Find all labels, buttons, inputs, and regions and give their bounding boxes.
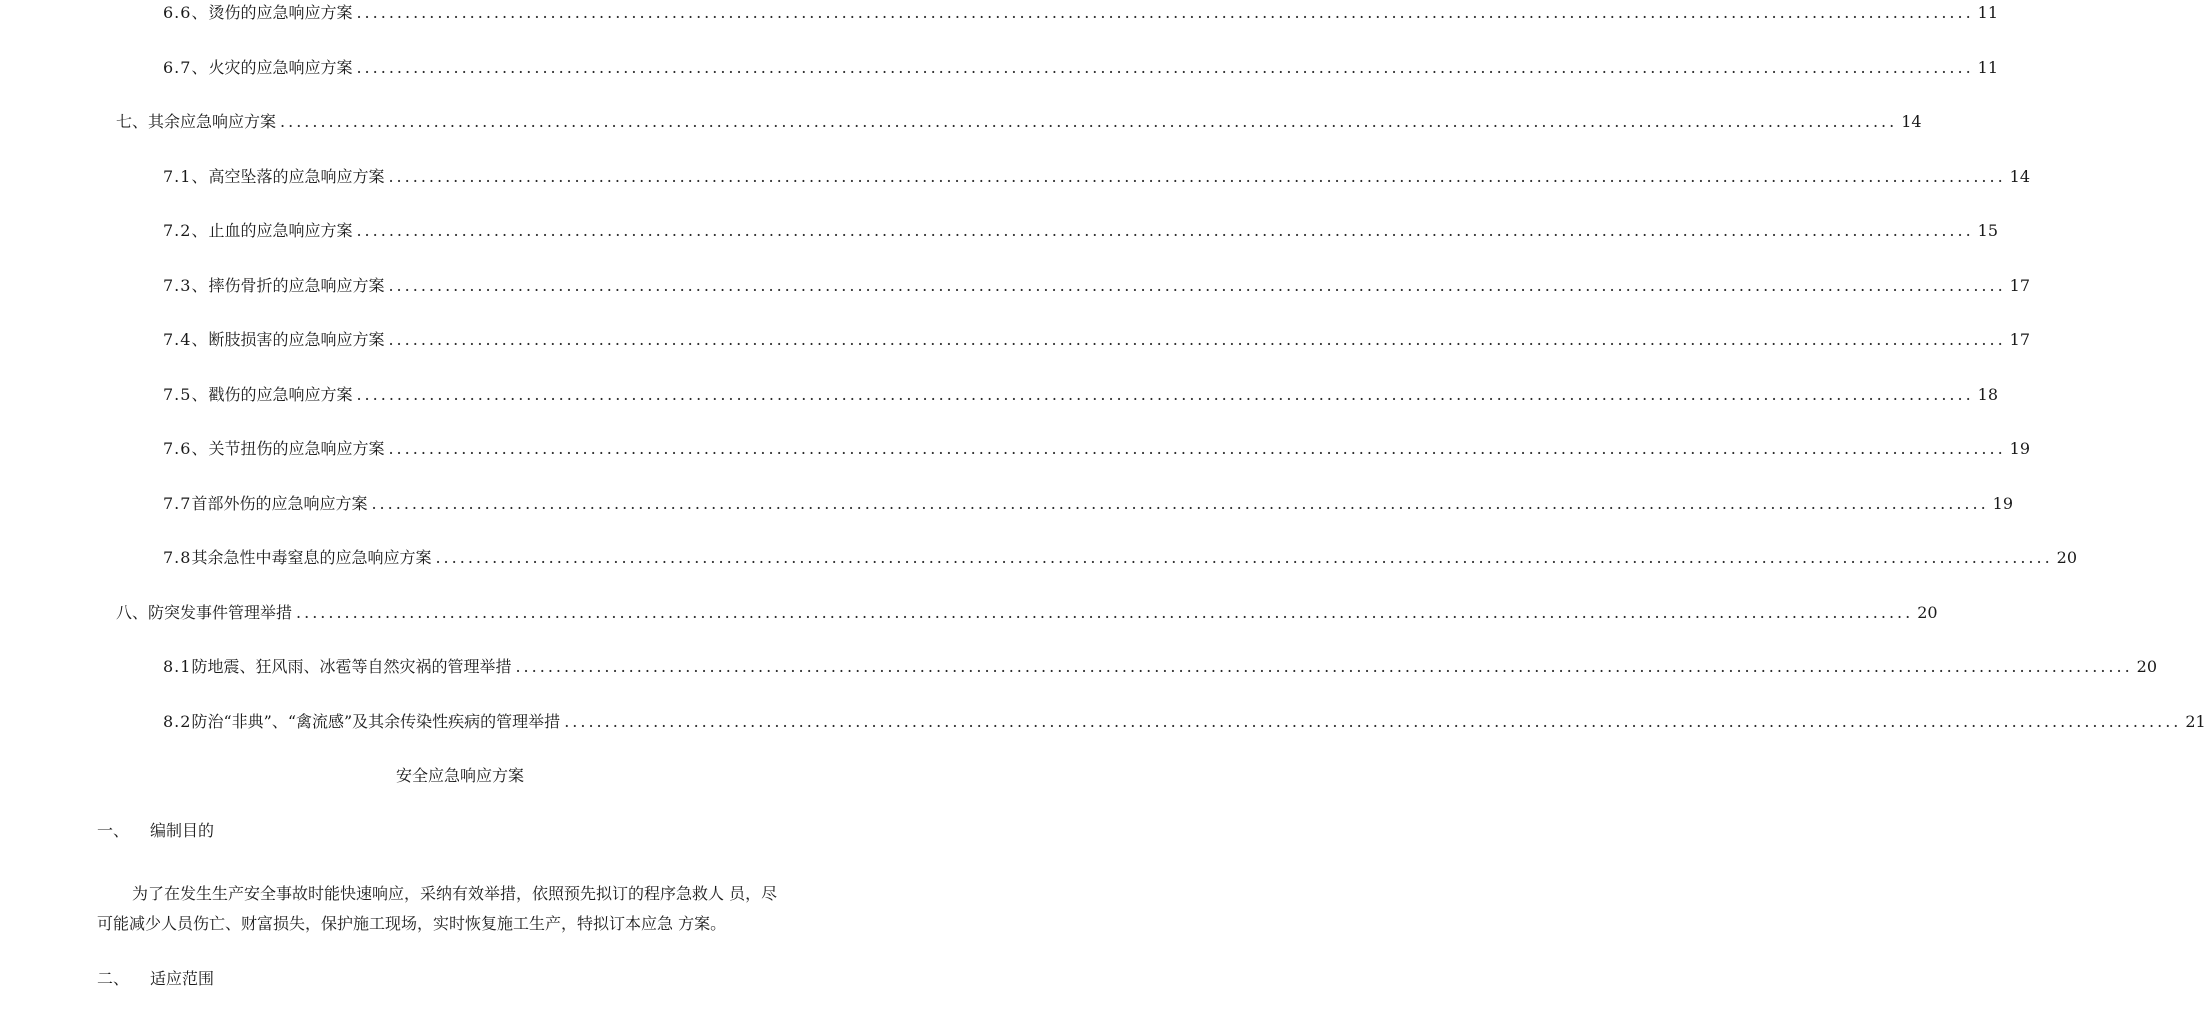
section-title: 适应范围 [150, 969, 215, 988]
toc-page-number: 20 [1917, 602, 1938, 622]
toc-entry[interactable] [163, 329, 2031, 351]
toc-page-number: 14 [1901, 112, 1922, 131]
toc-entry-number: 8.1 [163, 657, 192, 676]
toc-page-number: 15 [1977, 221, 1999, 240]
toc-entry[interactable] [163, 220, 1999, 242]
toc-dot-leader: ........................................................................................................................................................................................................ [515, 657, 2133, 676]
toc-page-number: 17 [2009, 330, 2031, 349]
toc-entry-label: 高空坠落的应急响应方案 [208, 166, 385, 186]
toc-entry-label: 戳伤的应急响应方案 [208, 384, 353, 404]
toc-dot-leader: ........................................................................................................................................................................................................ [388, 166, 2006, 186]
toc-entry-number: 7.7 [163, 493, 192, 513]
toc-page-number: 17 [2009, 275, 2031, 295]
section-title: 编制目的 [150, 821, 215, 840]
section-number: 二、 [97, 969, 130, 988]
toc-page-number: 20 [2056, 548, 2078, 567]
toc-page-number: 19 [2009, 439, 2031, 458]
toc-page-number: 11 [1977, 57, 1999, 77]
toc-entry-number: 7.4、 [163, 330, 209, 349]
toc-dot-leader: ........................................................................................................................................................................................................ [371, 493, 1989, 513]
toc-dot-leader: ........................................................................................................................................................................................................ [280, 112, 1898, 131]
paragraph-line-1: 为了在发生生产安全事故时能快速响应，采纳有效举措，依照预先拟订的程序急救人 员，尽 [132, 884, 778, 903]
toc-page-number: 14 [2009, 166, 2031, 186]
toc-entry-label: 止血的应急响应方案 [208, 221, 353, 240]
toc-dot-leader: ........................................................................................................................................................................................................ [356, 3, 1974, 22]
toc-entry-label: 摔伤骨折的应急响应方案 [208, 275, 385, 295]
toc-dot-leader: ........................................................................................................................................................................................................ [356, 221, 1974, 240]
toc-entry-number: 7.6、 [163, 439, 209, 458]
toc-entry-label: 首部外伤的应急响应方案 [191, 493, 368, 513]
toc-entry[interactable] [163, 547, 2078, 569]
toc-dot-leader: ........................................................................................................................................................................................................ [388, 330, 2006, 349]
toc-dot-leader: ........................................................................................................................................................................................................ [435, 548, 2053, 567]
toc-entry[interactable] [163, 438, 2031, 460]
toc-entry-number: 7.8 [163, 548, 192, 567]
toc-entry-number: 6.7、 [163, 57, 209, 77]
toc-entry-label: 七、其余应急响应方案 [116, 112, 277, 131]
toc-entry[interactable] [163, 166, 2031, 188]
document-title: 安全应急响应方案 [395, 766, 524, 785]
toc-entry-label: 八、防突发事件管理举措 [116, 602, 293, 622]
toc-entry-label: 其余急性中毒窒息的应急响应方案 [191, 548, 432, 567]
toc-entry[interactable] [163, 656, 2158, 678]
toc-dot-leader: ........................................................................................................................................................................................................ [356, 384, 1974, 404]
toc-entry[interactable] [163, 275, 2031, 297]
toc-dot-leader: ........................................................................................................................................................................................................ [296, 602, 1914, 622]
toc-entry[interactable] [163, 2, 1999, 24]
toc-entry-label: 关节扭伤的应急响应方案 [208, 439, 385, 458]
toc-entry-label: 防地震、狂风雨、冰雹等自然灾祸的管理举措 [191, 657, 512, 676]
toc-page-number: 21 [2185, 711, 2206, 731]
toc-entry[interactable] [163, 57, 1999, 79]
toc-page-number: 11 [1977, 3, 1999, 22]
toc-entry-number: 8.2 [163, 711, 192, 731]
section-heading-purpose [97, 820, 214, 842]
toc-page-number: 18 [1977, 384, 1999, 404]
toc-entry-number: 7.1、 [163, 166, 209, 186]
paragraph-line-2: 可能减少人员伤亡、财富损失，保护施工现场，实时恢复施工生产，特拟订本应急 方案。 [97, 914, 727, 933]
toc-dot-leader: ........................................................................................................................................................................................................ [356, 57, 1974, 77]
toc-entry-number: 6.6、 [163, 3, 209, 22]
toc-page-number: 20 [2136, 657, 2158, 676]
toc-entry-number: 7.2、 [163, 221, 209, 240]
toc-entry[interactable] [116, 602, 1938, 624]
toc-entry[interactable] [163, 384, 1999, 406]
toc-page-number: 19 [1992, 493, 2014, 513]
toc-entry-number: 7.3、 [163, 275, 209, 295]
section-number: 一、 [97, 821, 130, 840]
toc-dot-leader: ........................................................................................................................................................................................................ [564, 711, 2182, 731]
toc-entry-label: 火灾的应急响应方案 [208, 57, 353, 77]
toc-entry[interactable] [163, 493, 2014, 515]
toc-dot-leader: ........................................................................................................................................................................................................ [388, 275, 2006, 295]
toc-dot-leader: ........................................................................................................................................................................................................ [388, 439, 2006, 458]
toc-entry-label: 烫伤的应急响应方案 [208, 3, 353, 22]
toc-entry-number: 7.5、 [163, 384, 209, 404]
toc-entry-label: 防治“非典”、“禽流感”及其余传染性疾病的管理举措 [191, 711, 561, 731]
toc-entry[interactable] [163, 711, 2206, 733]
toc-entry[interactable] [116, 111, 1922, 133]
section-heading-scope [97, 968, 214, 990]
toc-entry-label: 断肢损害的应急响应方案 [208, 330, 385, 349]
